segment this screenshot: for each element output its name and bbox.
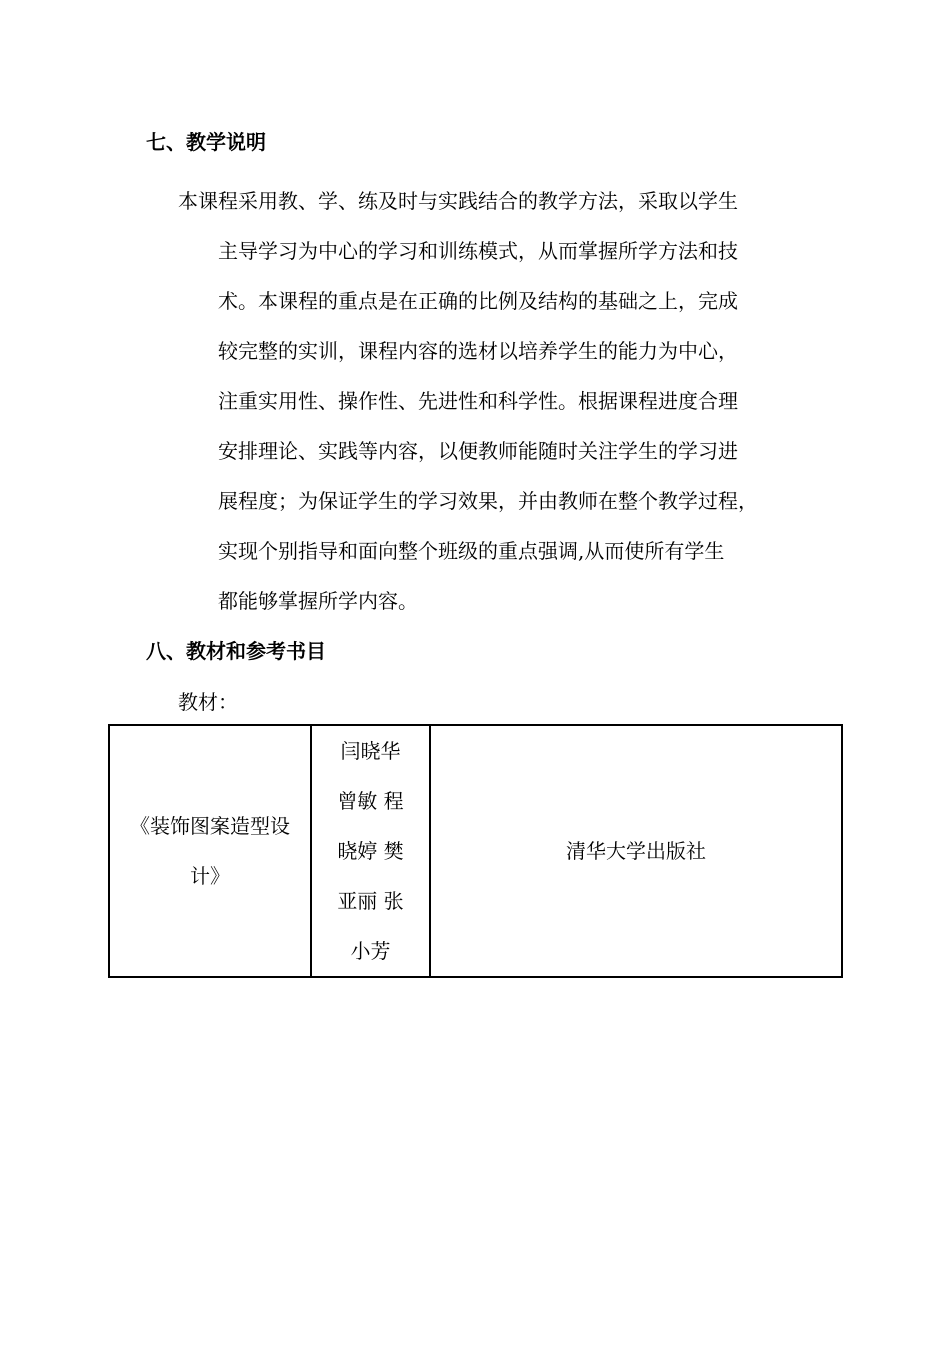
paragraph-line: 术。本课程的重点是在正确的比例及结构的基础之上，完成 [218,289,738,313]
paragraph-line: 主导学习为中心的学习和训练模式，从而掌握所学方法和技 [218,239,738,263]
paragraph-line: 展程度；为保证学生的学习效果，并由教师在整个教学过程， [218,489,758,513]
book-publisher-cell [430,725,842,977]
paragraph-line: 较完整的实训，课程内容的选材以培养学生的能力为中心， [218,339,738,363]
paragraph-line: 实现个别指导和面向整个班级的重点强调,从而使所有学生 [218,539,725,563]
book-title-line: 计》 [190,864,230,888]
author-line: 曾敏 程 [337,789,404,813]
paragraph-line: 都能够掌握所学内容。 [218,589,418,613]
textbook-label: 教材： [178,690,238,714]
paragraph-line: 注重实用性、操作性、先进性和科学性。根据课程进度合理 [218,389,738,413]
book-title-line: 《装饰图案造型设 [130,814,290,838]
section-7-heading: 七、教学说明 [146,130,266,154]
section-8-heading: 八、教材和参考书目 [146,639,326,663]
teaching-description-paragraph [178,176,813,626]
textbook-table [108,724,843,978]
author-line: 亚丽 张 [337,889,404,913]
author-line: 小芳 [350,939,391,963]
book-authors-cell [311,725,430,977]
author-line: 闫晓华 [340,739,401,763]
book-title-cell [109,725,311,977]
paragraph-line: 安排理论、实践等内容，以便教师能随时关注学生的学习进 [218,439,738,463]
publisher-name: 清华大学出版社 [566,839,706,863]
author-line: 晓婷 樊 [337,839,404,863]
table-row [109,725,842,977]
paragraph-line: 本课程采用教、学、练及时与实践结合的教学方法，采取以学生 [178,189,738,213]
